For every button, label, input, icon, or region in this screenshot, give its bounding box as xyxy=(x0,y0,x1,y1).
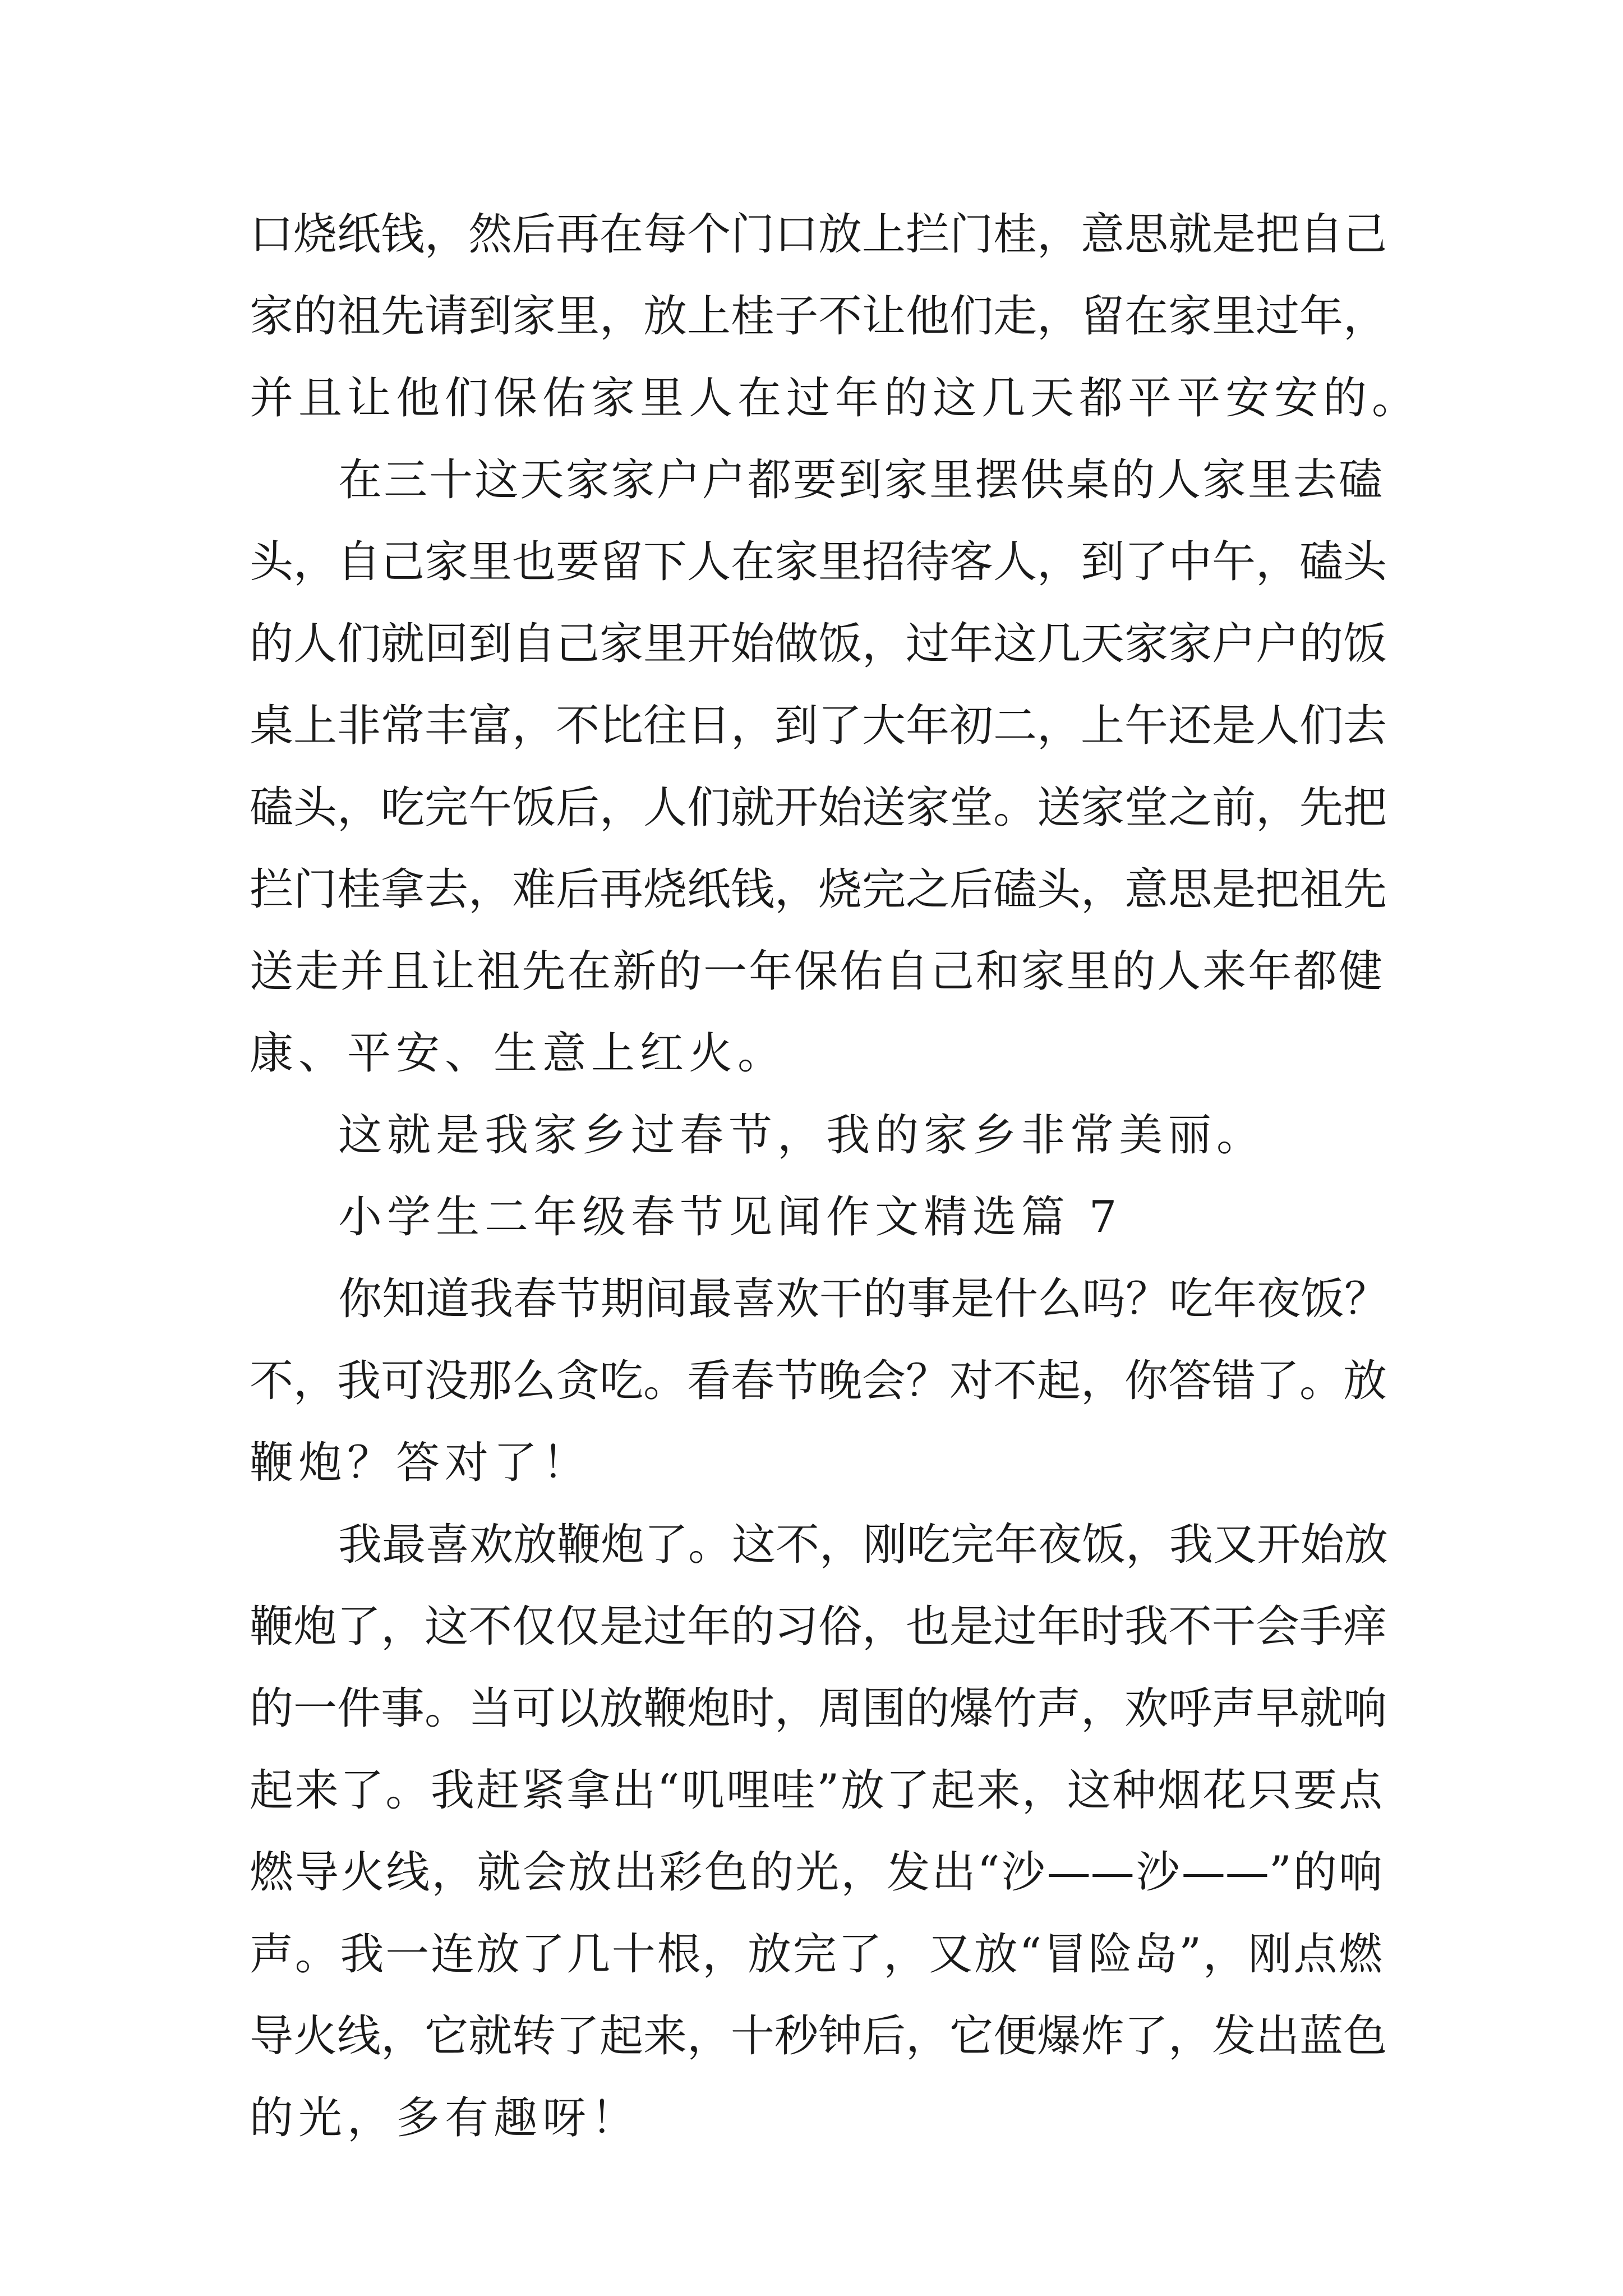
text-line: 在三十这天家家户户都要到家里摆供桌的人家里去磕 xyxy=(338,455,1382,505)
text-line: 的人们就回到自己家里开始做饭，过年这几天家家户户的饭 xyxy=(250,619,1387,669)
text-line: 你知道我春节期间最喜欢干的事是什么吗？吃年夜饭？ xyxy=(338,1274,1389,1324)
text-line: 我最喜欢放鞭炮了。这不，刚吃完年夜饭，我又开始放 xyxy=(338,1520,1389,1570)
text-line: 拦门桂拿去，难后再烧纸钱，烧完之后磕头，意思是把祖先 xyxy=(250,864,1387,915)
text-line: 鞭炮了，这不仅仅是过年的习俗，也是过年时我不干会手痒 xyxy=(250,1602,1387,1652)
text-line: 小学生二年级春节见闻作文精选篇 7 xyxy=(338,1192,1122,1243)
text-line: 鞭炮？答对了！ xyxy=(250,1438,592,1488)
text-line: 桌上非常丰富，不比往日，到了大年初二，上午还是人们去 xyxy=(250,701,1387,751)
text-line: 磕头，吃完午饭后，人们就开始送家堂。送家堂之前，先把 xyxy=(250,783,1387,833)
text-line: 的一件事。当可以放鞭炮时，周围的爆竹声，欢呼声早就响 xyxy=(250,1683,1387,1734)
text-line: 导火线，它就转了起来，十秒钟后，它便爆炸了，发出蓝色 xyxy=(250,2011,1387,2062)
text-line: 康、平安、生意上红火。 xyxy=(250,1028,787,1079)
text-line: 的光，多有趣呀！ xyxy=(250,2093,640,2143)
text-line: 家的祖先请到家里，放上桂子不让他们走，留在家里过年， xyxy=(250,291,1387,342)
text-line: 送走并且让祖先在新的一年保佑自己和家里的人来年都健 xyxy=(250,946,1382,997)
text-line: 并且让他们保佑家里人在过年的这几天都平平安安的。 xyxy=(250,373,1421,424)
text-line: 不，我可没那么贪吃。看春节晚会？对不起，你答错了。放 xyxy=(250,1356,1387,1406)
text-line: 声。我一连放了几十根，放完了，又放“冒险岛”，刚点燃 xyxy=(250,1929,1382,1980)
document-body xyxy=(250,194,1421,2159)
text-line: 口烧纸钱，然后再在每个门口放上拦门桂，意思就是把自己 xyxy=(250,209,1387,260)
text-line: 燃导火线，就会放出彩色的光，发出“沙——沙——”的响 xyxy=(250,1847,1382,1898)
text-line: 起来了。我赶紧拿出“叽哩哇”放了起来，这种烟花只要点 xyxy=(250,1765,1382,1816)
text-line: 头，自己家里也要留下人在家里招待客人，到了中午，磕头 xyxy=(250,537,1387,587)
text-line: 这就是我家乡过春节，我的家乡非常美丽。 xyxy=(338,1110,1266,1161)
